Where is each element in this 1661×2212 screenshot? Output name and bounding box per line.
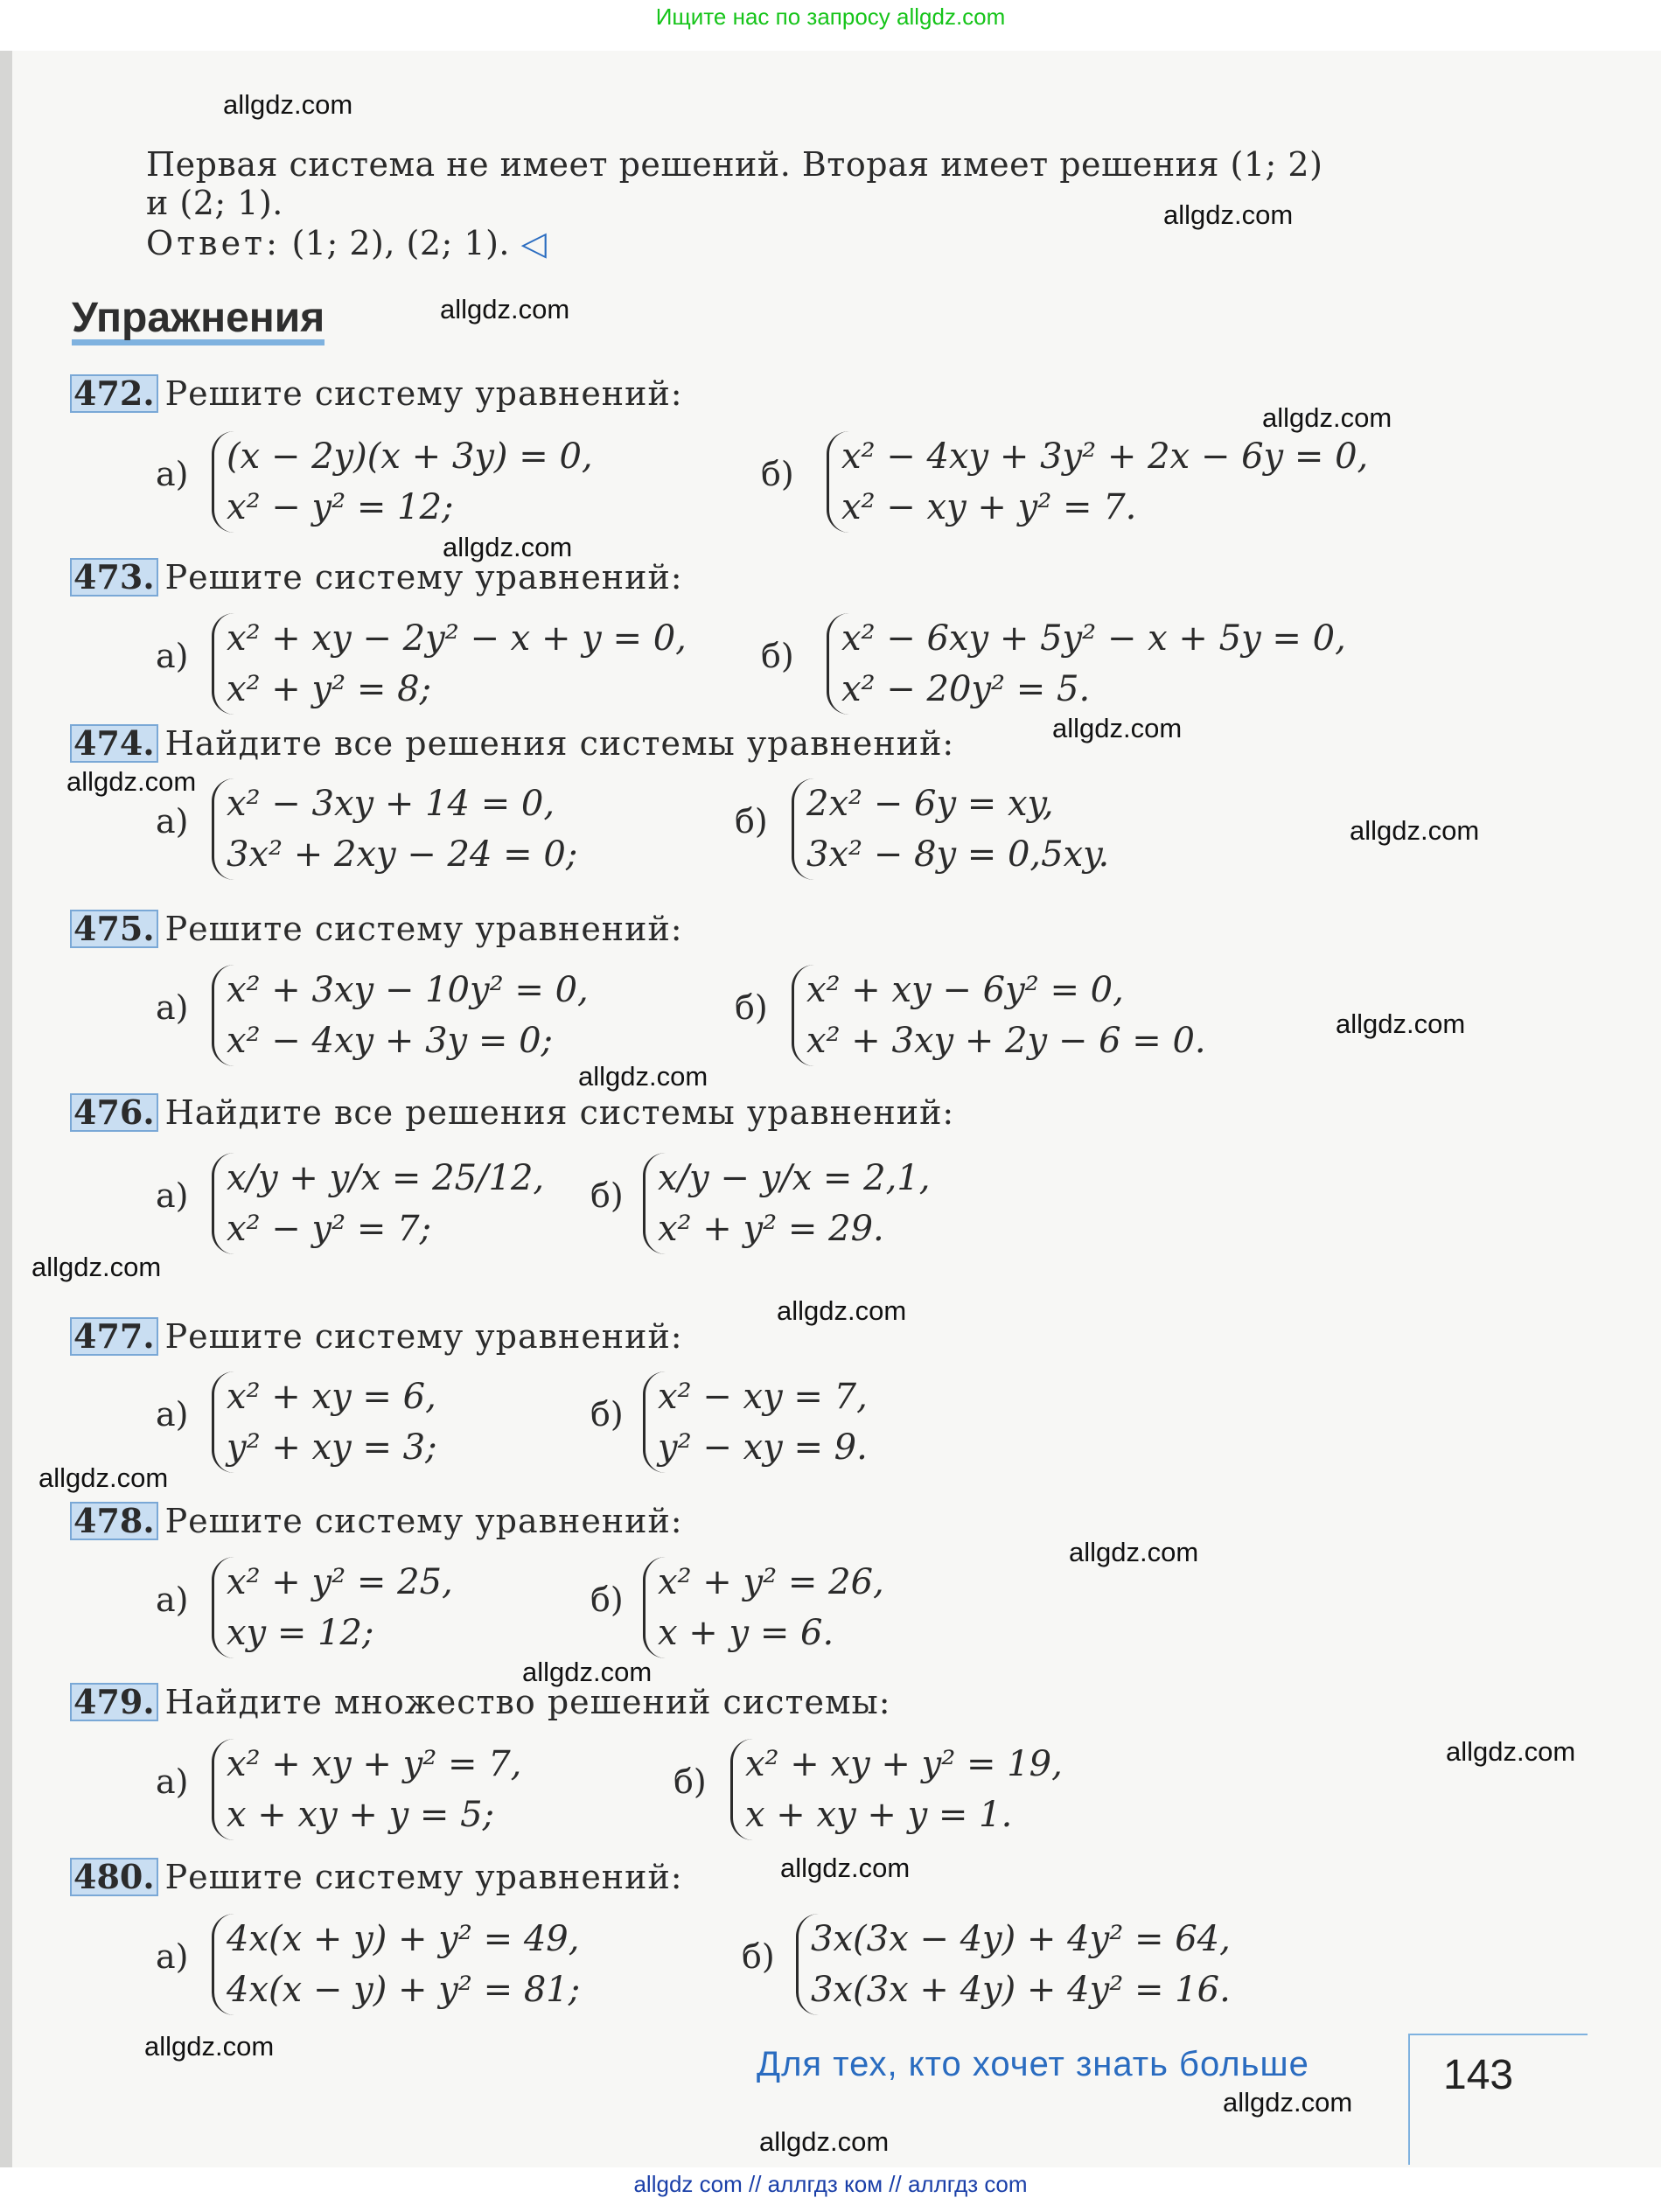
equation: x² − 20y² = 5.	[841, 669, 1091, 709]
equation: y² + xy = 3;	[227, 1427, 437, 1468]
answer-line	[146, 224, 547, 262]
watermark: allgdz.com	[223, 89, 353, 120]
equation: x² + xy + y² = 7,	[227, 1744, 522, 1784]
system-b	[643, 1153, 930, 1254]
equation: x² − 4xy + 3y = 0;	[227, 1021, 554, 1061]
part-b-label: б)	[761, 637, 794, 675]
footer-divider	[1408, 2034, 1410, 2165]
equation: 3x(3x − 4y) + 4y² = 64,	[811, 1919, 1231, 1959]
section-title: Упражнения	[72, 297, 325, 345]
equation: x² + xy + y² = 19,	[745, 1744, 1063, 1784]
equation: 3x² + 2xy − 24 = 0;	[227, 834, 578, 875]
watermark: allgdz.com	[1052, 713, 1183, 743]
intro-line-2: и (2; 1).	[146, 184, 283, 222]
equation: x² + xy = 6,	[227, 1377, 436, 1417]
watermark: allgdz.com	[1262, 402, 1392, 433]
page-number: 143	[1443, 2052, 1514, 2098]
equation: x² + 3xy − 10y² = 0,	[227, 970, 589, 1010]
exercise-heading	[70, 1502, 683, 1540]
exercise-task: Решите систему уравнений:	[164, 1502, 683, 1540]
equation: x² − 4xy + 3y² + 2x − 6y = 0,	[841, 436, 1369, 477]
exercise-task: Найдите все решения системы уравнений:	[164, 724, 955, 763]
equation: x + xy + y = 5;	[227, 1795, 495, 1835]
exercise-heading	[70, 1683, 891, 1721]
watermark: allgdz.com	[1446, 1736, 1576, 1767]
equation: x² − y² = 7;	[227, 1209, 432, 1249]
exercise-number: 473.	[70, 558, 158, 597]
system-a	[212, 1914, 580, 2015]
part-a-label: а)	[156, 1176, 189, 1215]
exercise-number: 476.	[70, 1093, 158, 1132]
watermark: allgdz.com	[578, 1061, 708, 1092]
part-b-label: б)	[742, 1937, 775, 1976]
watermark: allgdz.com	[777, 1295, 907, 1326]
part-a-label: а)	[156, 1937, 189, 1976]
system-a	[212, 1557, 453, 1658]
end-of-solution-icon: ◁	[520, 224, 548, 262]
exercise-task: Решите систему уравнений:	[164, 910, 683, 948]
part-b-label: б)	[761, 455, 794, 493]
exercise-number: 475.	[70, 910, 158, 948]
exercise-number: 477.	[70, 1317, 158, 1356]
watermark: allgdz.com	[38, 1462, 169, 1493]
part-a-label: а)	[156, 1762, 189, 1801]
system-a	[212, 965, 589, 1066]
watermark: allgdz.com	[443, 532, 573, 562]
part-b-label: б)	[590, 1176, 624, 1215]
exercise-number: 474.	[70, 724, 158, 763]
system-a	[212, 431, 593, 533]
exercise-heading	[70, 374, 683, 413]
part-b-label: б)	[735, 988, 768, 1027]
part-a-label: а)	[156, 1580, 189, 1619]
watermark: allgdz.com	[780, 1853, 911, 1883]
watermark: allgdz.com	[1069, 1537, 1199, 1567]
exercise-task: Решите систему уравнений:	[164, 558, 683, 597]
system-b	[827, 431, 1368, 533]
answer-word: Ответ:	[146, 224, 281, 262]
bottom-banner[interactable]: allgdz com // аллгдз ком // аллгдз com	[633, 2171, 1028, 2197]
watermark: allgdz.com	[66, 766, 197, 797]
equation: x² + y² = 25,	[227, 1562, 453, 1602]
system-b	[792, 778, 1109, 880]
exercise-heading	[70, 724, 954, 763]
system-a	[212, 1371, 437, 1473]
watermark: allgdz.com	[1350, 815, 1480, 846]
watermark: allgdz.com	[1223, 2087, 1353, 2118]
system-a	[212, 1739, 521, 1840]
top-banner[interactable]: Ищите нас по запросу allgdz.com	[655, 3, 1006, 30]
part-a-label: а)	[156, 988, 189, 1027]
part-a-label: а)	[156, 455, 189, 493]
part-b-label: б)	[590, 1395, 624, 1434]
equation: x² − 6xy + 5y² − x + 5y = 0,	[841, 618, 1346, 659]
exercise-task: Найдите все решения системы уравнений:	[164, 1093, 955, 1132]
system-b	[730, 1739, 1063, 1840]
equation: 4x(x − y) + y² = 81;	[227, 1970, 581, 2010]
footer-section-text: Для тех, кто хочет знать больше	[757, 2045, 1309, 2083]
watermark: allgdz.com	[759, 2126, 890, 2157]
equation: x/y − y/x = 2,1,	[658, 1158, 931, 1198]
answer-value: (1; 2), (2; 1).	[291, 224, 510, 262]
exercise-heading	[70, 1858, 683, 1896]
system-b	[643, 1371, 868, 1473]
exercise-heading	[70, 558, 683, 597]
equation: xy = 12;	[227, 1613, 374, 1653]
exercise-number: 478.	[70, 1502, 158, 1540]
system-b	[827, 613, 1346, 715]
equation: x + xy + y = 1.	[745, 1795, 1013, 1835]
system-a	[212, 1153, 544, 1254]
exercise-number: 472.	[70, 374, 158, 413]
exercise-heading	[70, 1317, 683, 1356]
part-a-label: а)	[156, 637, 189, 675]
equation: 2x² − 6y = xy,	[806, 784, 1054, 824]
equation: 3x² − 8y = 0,5xy.	[806, 834, 1110, 875]
exercise-task: Решите систему уравнений:	[164, 1858, 683, 1896]
watermark: allgdz.com	[31, 1252, 162, 1282]
equation: x² − xy + y² = 7.	[841, 487, 1137, 527]
equation: x + y = 6.	[658, 1613, 834, 1653]
equation: x² + y² = 26,	[658, 1562, 884, 1602]
equation: x/y + y/x = 25/12,	[227, 1158, 545, 1198]
exercise-task: Найдите множество решений системы:	[164, 1683, 891, 1721]
watermark: allgdz.com	[522, 1657, 653, 1687]
part-b-label: б)	[590, 1580, 624, 1619]
part-b-label: б)	[673, 1762, 707, 1801]
exercise-heading	[70, 1093, 954, 1132]
watermark: allgdz.com	[1163, 199, 1294, 230]
footer-divider-top	[1408, 2034, 1588, 2035]
watermark: allgdz.com	[1336, 1008, 1466, 1039]
system-a	[212, 778, 577, 880]
system-a	[212, 613, 687, 715]
equation: x² + 3xy + 2y − 6 = 0.	[806, 1021, 1206, 1061]
exercise-number: 480.	[70, 1858, 158, 1896]
watermark: allgdz.com	[144, 2031, 275, 2062]
system-b	[643, 1557, 884, 1658]
equation: y² − xy = 9.	[658, 1427, 868, 1468]
exercise-number: 479.	[70, 1683, 158, 1721]
part-a-label: а)	[156, 802, 189, 841]
page-edge-shadow	[0, 51, 12, 2167]
equation: x² + xy − 6y² = 0,	[806, 970, 1124, 1010]
part-b-label: б)	[735, 802, 768, 841]
exercise-heading	[70, 910, 683, 948]
equation: x² − 3xy + 14 = 0,	[227, 784, 555, 824]
equation: x² + y² = 8;	[227, 669, 432, 709]
equation: x² + xy − 2y² − x + y = 0,	[227, 618, 687, 659]
system-b	[792, 965, 1206, 1066]
equation: x² − y² = 12;	[227, 487, 454, 527]
equation: 3x(3x + 4y) + 4y² = 16.	[811, 1970, 1231, 2010]
equation: x² − xy = 7,	[658, 1377, 868, 1417]
equation: x² + y² = 29.	[658, 1209, 884, 1249]
watermark: allgdz.com	[440, 294, 570, 324]
system-b	[796, 1914, 1231, 2015]
part-a-label: а)	[156, 1395, 189, 1434]
exercise-task: Решите систему уравнений:	[164, 1317, 683, 1356]
equation: 4x(x + y) + y² = 49,	[227, 1919, 580, 1959]
exercise-task: Решите систему уравнений:	[164, 374, 683, 413]
intro-line-1: Первая система не имеет решений. Вторая имеет решения (1; 2)	[146, 145, 1323, 184]
equation: (x − 2y)(x + 3y) = 0,	[227, 436, 593, 477]
